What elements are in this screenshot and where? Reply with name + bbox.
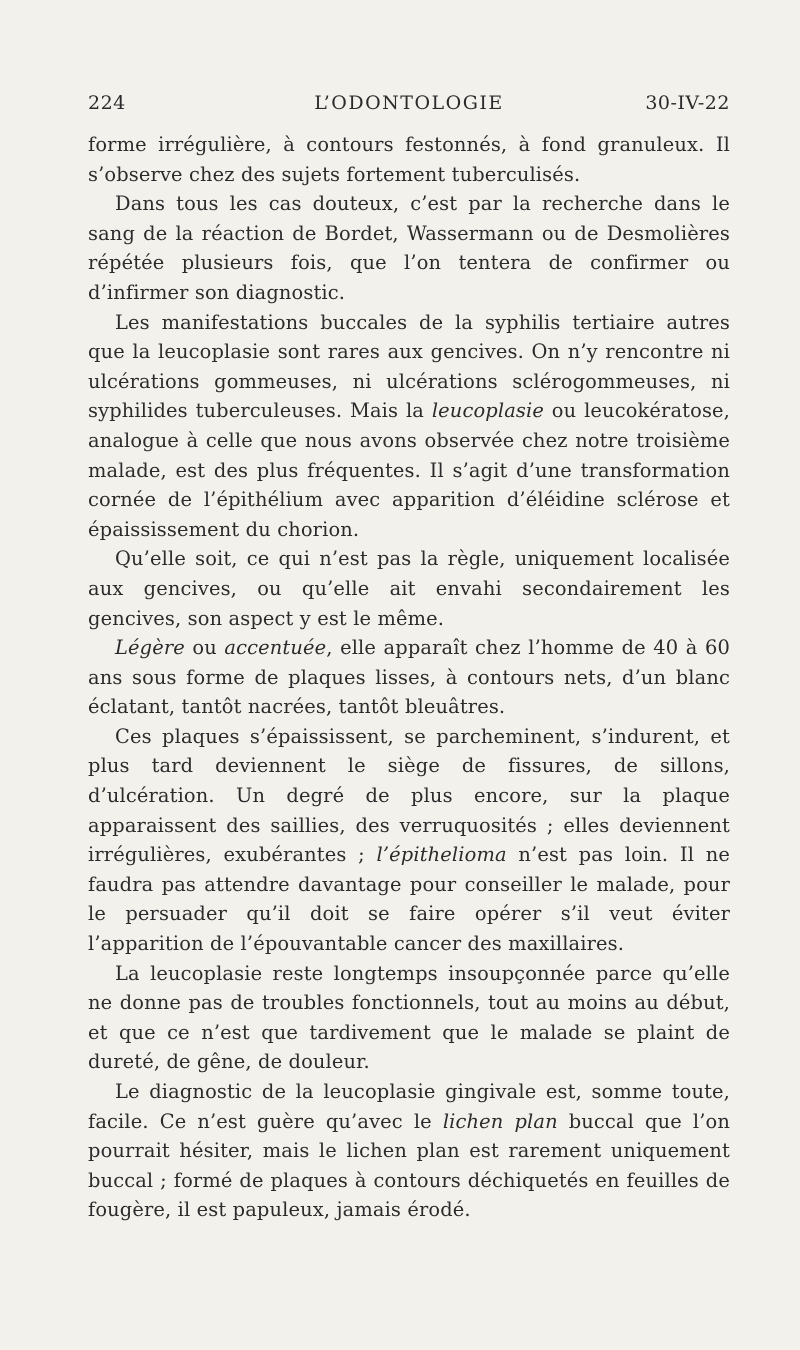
- text-run: Les manifestations buccales de la syphilis tertiaire autres que la leucoplasie sont rares aux gencives. On n’y rencontre ni ulcérations gommeuses, ni ulcérations sclérogommeuses, ni syphilides tuberculeuses. Mais la: [88, 310, 730, 423]
- paragraph-evolution: [88, 722, 730, 959]
- journal-title: L’ODONTOLOGIE: [314, 92, 504, 114]
- paragraph-diagnosis: [88, 1077, 730, 1225]
- text-run: buccal que l’on pourrait hésiter, mais le lichen plan est rarement uniquement buccal ; formé de plaques à contours déchiquetés en feuilles de fougère, il est papuleux, jamais érodé.: [88, 1109, 730, 1222]
- paragraph-localisation: Qu’elle soit, ce qui n’est pas la règle, uniquement localisée aux gencives, ou qu’elle ait envahi secondairement les gencives, son aspect y est le même.: [88, 547, 730, 630]
- italic-term: accentuée: [224, 636, 327, 660]
- text-run: , elle apparaît chez l’homme de 40 à 60 ans sous forme de plaques lisses, à contours nets, d’un blanc éclatant, tantôt nacrées, tantôt bleuâtres.: [88, 636, 730, 719]
- issue-date: 30-IV-22: [645, 92, 730, 114]
- text-run: n’est pas loin. Il ne faudra pas attendre davantage pour conseiller le malade, pour le persuader qu’il doit se faire opérer s’il veut éviter l’apparition de l’épouvantable cancer des maxillaires.: [88, 843, 731, 956]
- italic-term: leucoplasie: [431, 399, 544, 423]
- paragraph-appearance: [88, 633, 730, 722]
- running-header: [88, 92, 730, 122]
- italic-term: lichen plan: [442, 1109, 558, 1133]
- paragraph-continuation: forme irrégulière, à contours festonnés, à fond granuleux. Il s’observe chez des sujets fortement tuberculisés.: [88, 133, 730, 186]
- italic-term: l’épithelioma: [376, 843, 507, 867]
- paragraph-serology: Dans tous les cas douteux, c’est par la recherche dans le sang de la réaction de Bordet, Wassermann ou de Desmolières répétée plusieurs fois, que l’on tentera de confirmer ou d’infirmer son diagnostic.: [88, 192, 730, 304]
- page-number: 224: [88, 92, 126, 114]
- italic-term: Légère: [115, 636, 185, 660]
- paragraph-symptoms: La leucoplasie reste longtemps insoupçonnée parce qu’elle ne donne pas de troubles fonctionnels, tout au moins au début, et que ce n’est que tardivement que le malade se plaint de dureté, de gêne, de douleur.: [88, 961, 730, 1074]
- text-run: Ces plaques s’épaississent, se parcheminent, s’indurent, et plus tard deviennent le siège de fissures, de sillons, d’ulcération. Un degré de plus encore, sur la plaque apparaissent des saillies, des verruquosités ; elles deviennent irrégulières, exubérantes ;: [88, 724, 730, 867]
- text-run: ou leucokératose, analogue à celle que nous avons observée chez notre troisième malade, est des plus fréquentes. Il s’agit d’une transformation cornée de l’épithélium avec apparition d’éléidine sclérose et épaississement du chorion.: [88, 399, 730, 541]
- text-run: ou: [184, 636, 225, 660]
- text-run: Le diagnostic de la leucoplasie gingivale est, somme toute, facile. Ce n’est guère qu’avec le: [88, 1080, 730, 1133]
- paragraph-tertiary-syphilis: [88, 308, 730, 545]
- body-text: [88, 130, 730, 1225]
